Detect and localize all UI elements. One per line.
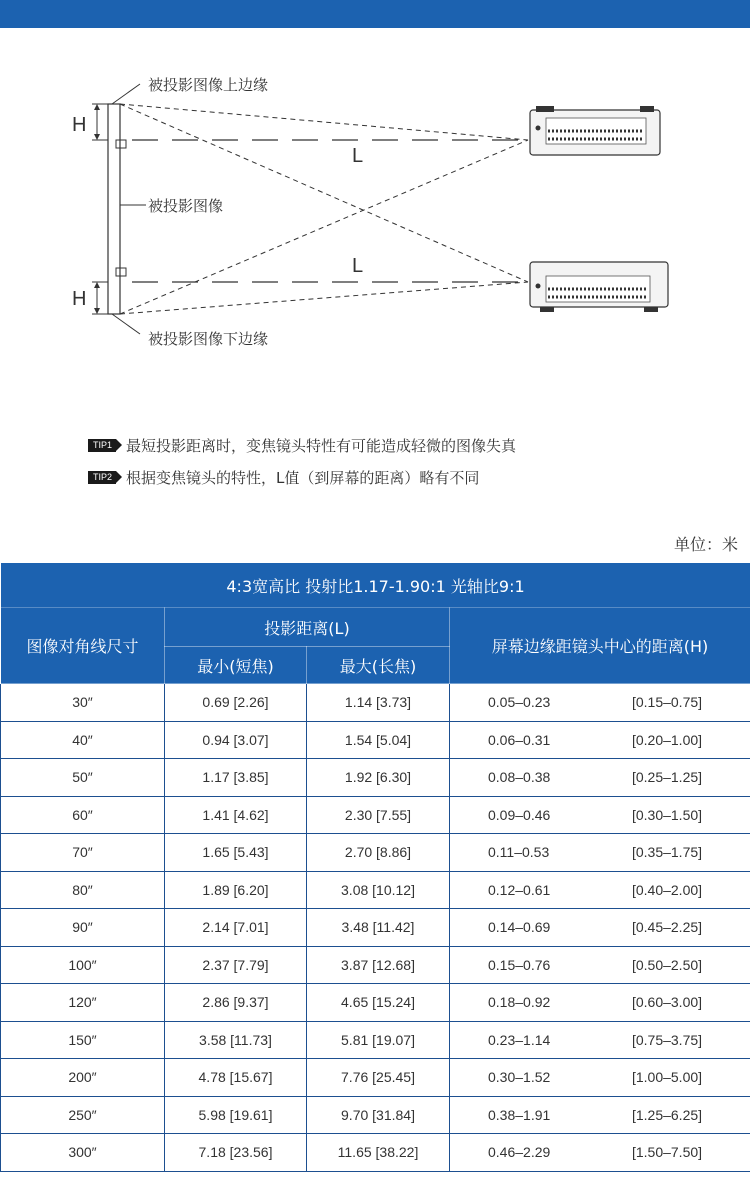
cell-offset — [450, 834, 750, 872]
projection-diagram — [0, 28, 750, 408]
tip-text: 根据变焦镜头的特性，L值（到屏幕的距离）略有不同 — [126, 468, 480, 487]
cell-offset-feet: [1.00–5.00] — [631, 1069, 703, 1086]
cell-offset — [450, 909, 750, 947]
letter-l-bottom: L — [352, 255, 364, 277]
cell-size: 200″ — [1, 1059, 165, 1097]
cell-min: 2.86 [9.37] — [165, 984, 307, 1022]
cell-offset-meters: 0.06–0.31 — [488, 731, 551, 748]
table-row — [1, 946, 750, 984]
projector-ceiling-illustration — [530, 106, 660, 155]
cell-max: 9.70 [31.84] — [307, 1096, 450, 1134]
screen-bar — [108, 104, 120, 314]
cell-offset-feet: [0.40–2.00] — [631, 881, 703, 898]
cell-offset-meters: 0.12–0.61 — [488, 881, 551, 898]
cell-min: 0.69 [2.26] — [165, 684, 307, 722]
cell-size: 60″ — [1, 796, 165, 834]
cell-min: 3.58 [11.73] — [165, 1021, 307, 1059]
cell-offset — [450, 1134, 750, 1172]
table-row — [1, 796, 750, 834]
cell-offset — [450, 1059, 750, 1097]
table-row — [1, 1059, 750, 1097]
cell-offset-feet: [0.60–3.00] — [631, 994, 703, 1011]
cell-offset — [450, 984, 750, 1022]
table-row — [1, 871, 750, 909]
cell-offset — [450, 1096, 750, 1134]
cell-offset-meters: 0.05–0.23 — [488, 694, 551, 711]
cell-min: 4.78 [15.67] — [165, 1059, 307, 1097]
cell-offset-meters: 0.38–1.91 — [488, 1106, 551, 1123]
cell-offset-feet: [0.45–2.25] — [631, 919, 703, 936]
cell-offset — [450, 759, 750, 797]
letter-h-bottom: H — [72, 288, 87, 310]
cell-size: 120″ — [1, 984, 165, 1022]
cell-min: 1.41 [4.62] — [165, 796, 307, 834]
cell-offset-feet: [0.50–2.50] — [631, 956, 703, 973]
cell-offset-feet: [1.50–7.50] — [631, 1144, 703, 1161]
cell-offset-meters: 0.23–1.14 — [488, 1031, 551, 1048]
cell-offset-meters: 0.18–0.92 — [488, 994, 551, 1011]
cell-offset-meters: 0.09–0.46 — [488, 806, 551, 823]
table-row — [1, 1021, 750, 1059]
cell-offset — [450, 1021, 750, 1059]
table-row — [1, 834, 750, 872]
cell-offset-feet: [0.35–1.75] — [631, 844, 703, 861]
cell-size: 90″ — [1, 909, 165, 947]
cell-max: 3.87 [12.68] — [307, 946, 450, 984]
cell-offset-feet: [0.75–3.75] — [631, 1031, 703, 1048]
header-size: 图像对角线尺寸 — [1, 608, 165, 684]
cell-offset-feet: [0.15–0.75] — [631, 694, 703, 711]
cell-offset-meters: 0.46–2.29 — [488, 1144, 551, 1161]
table-row — [1, 909, 750, 947]
label-top-edge: 被投影图像上边缘 — [148, 76, 269, 94]
cell-min: 1.17 [3.85] — [165, 759, 307, 797]
cell-offset — [450, 946, 750, 984]
tip-text: 最短投影距离时，变焦镜头特性有可能造成轻微的图像失真 — [126, 436, 517, 455]
header-offset: 屏幕边缘距镜头中心的距离(H) — [450, 608, 750, 684]
throw-distance-table — [0, 562, 750, 1172]
cell-min: 1.89 [6.20] — [165, 871, 307, 909]
header-max: 最大(长焦) — [307, 647, 450, 684]
label-bottom-edge: 被投影图像下边缘 — [148, 330, 269, 348]
cell-max: 3.48 [11.42] — [307, 909, 450, 947]
top-banner — [0, 0, 750, 28]
table-title: 4:3宽高比 投射比1.17-1.90:1 光轴比9:1 — [1, 563, 750, 608]
cell-max: 1.92 [6.30] — [307, 759, 450, 797]
cell-size: 80″ — [1, 871, 165, 909]
cell-offset-feet: [0.30–1.50] — [631, 806, 703, 823]
table-row — [1, 759, 750, 797]
cell-min: 0.94 [3.07] — [165, 721, 307, 759]
unit-label: 单位：米 — [673, 535, 738, 554]
tip-badge: TIP1 — [88, 439, 116, 452]
cell-offset-feet: [1.25–6.25] — [631, 1106, 703, 1123]
cell-offset — [450, 684, 750, 722]
cell-offset-meters: 0.11–0.53 — [488, 844, 550, 861]
cell-offset-meters: 0.15–0.76 — [488, 956, 551, 973]
table-row — [1, 1134, 750, 1172]
cell-min: 5.98 [19.61] — [165, 1096, 307, 1134]
cell-size: 70″ — [1, 834, 165, 872]
tip-badge: TIP2 — [88, 471, 116, 484]
cell-max: 7.76 [25.45] — [307, 1059, 450, 1097]
cell-size: 40″ — [1, 721, 165, 759]
cell-offset — [450, 796, 750, 834]
cell-min: 2.37 [7.79] — [165, 946, 307, 984]
cell-offset-meters: 0.08–0.38 — [488, 769, 551, 786]
tips-list — [88, 432, 516, 496]
cell-max: 5.81 [19.07] — [307, 1021, 450, 1059]
cell-max: 11.65 [38.22] — [307, 1134, 450, 1172]
cell-max: 2.30 [7.55] — [307, 796, 450, 834]
cell-max: 1.14 [3.73] — [307, 684, 450, 722]
table-row — [1, 721, 750, 759]
cell-offset — [450, 871, 750, 909]
cell-size: 100″ — [1, 946, 165, 984]
table-row — [1, 1096, 750, 1134]
cell-max: 1.54 [5.04] — [307, 721, 450, 759]
tip-item — [88, 464, 516, 490]
cell-min: 1.65 [5.43] — [165, 834, 307, 872]
label-image: 被投影图像 — [148, 197, 224, 215]
cell-offset-feet: [0.20–1.00] — [631, 731, 703, 748]
cell-size: 250″ — [1, 1096, 165, 1134]
cell-offset-feet: [0.25–1.25] — [631, 769, 703, 786]
header-min: 最小(短焦) — [165, 647, 307, 684]
letter-l-top: L — [352, 145, 364, 167]
cell-size: 150″ — [1, 1021, 165, 1059]
header-distance: 投影距离(L) — [165, 608, 450, 647]
cell-offset — [450, 721, 750, 759]
cell-size: 30″ — [1, 684, 165, 722]
letter-h-top: H — [72, 114, 87, 136]
cell-min: 7.18 [23.56] — [165, 1134, 307, 1172]
tip-item — [88, 432, 516, 458]
cell-max: 2.70 [8.86] — [307, 834, 450, 872]
table-row — [1, 684, 750, 722]
cell-offset-meters: 0.14–0.69 — [488, 919, 551, 936]
projector-desktop-illustration — [530, 262, 668, 312]
cell-max: 4.65 [15.24] — [307, 984, 450, 1022]
cell-size: 50″ — [1, 759, 165, 797]
cell-offset-meters: 0.30–1.52 — [488, 1069, 551, 1086]
cell-max: 3.08 [10.12] — [307, 871, 450, 909]
cell-size: 300″ — [1, 1134, 165, 1172]
cell-min: 2.14 [7.01] — [165, 909, 307, 947]
table-row — [1, 984, 750, 1022]
